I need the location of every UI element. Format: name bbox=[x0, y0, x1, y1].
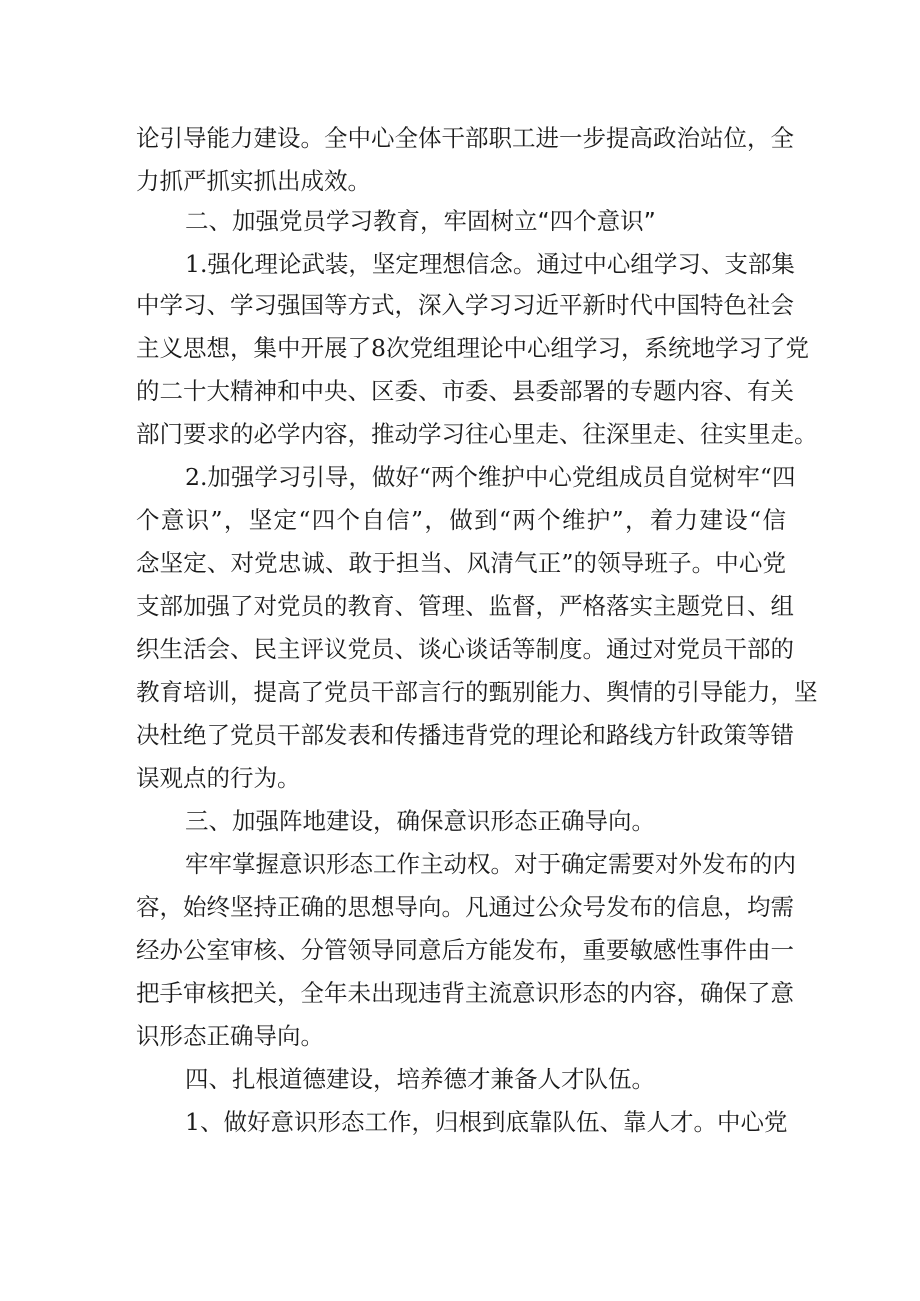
body-line: 念坚定、对党忠诚、敢于担当、风清气正”的领导班子。中心党 bbox=[136, 549, 786, 577]
body-line: 论引导能力建设。全中心全体干部职工进一步提高政治站位，全 bbox=[136, 124, 794, 152]
body-line: 容，始终坚持正确的思想导向。凡通过公众号发布的信息，均需 bbox=[136, 893, 794, 921]
body-line: 把手审核把关，全年未出现违背主流意识形态的内容，确保了意 bbox=[136, 979, 794, 1007]
body-line: 1.强化理论武装，坚定理想信念。通过中心组学习、支部集 bbox=[185, 250, 795, 278]
body-line: 织生活会、民主评议党员、谈心谈话等制度。通过对党员干部的 bbox=[136, 635, 794, 663]
body-line: 个意识”，坚定“四个自信”，做到“两个维护”，着力建设“信 bbox=[136, 506, 786, 534]
body-line: 力抓严抓实抓出成效。 bbox=[136, 167, 371, 195]
body-line: 的二十大精神和中央、区委、市委、县委部署的专题内容、有关 bbox=[136, 377, 794, 405]
body-line: 牢牢掌握意识形态工作主动权。对于确定需要对外发布的内 bbox=[185, 850, 796, 878]
section-heading: 四、扎根道德建设，培养德才兼备人才队伍。 bbox=[185, 1065, 655, 1093]
body-line: 中学习、学习强国等方式，深入学习习近平新时代中国特色社会 bbox=[136, 291, 794, 319]
body-line: 支部加强了对党员的教育、管理、监督，严格落实主题党日、组 bbox=[136, 592, 794, 620]
body-line: 部门要求的必学内容，推动学习往心里走、往深里走、往实里走。 bbox=[136, 420, 818, 448]
body-line: 误观点的行为。 bbox=[136, 764, 301, 792]
body-line: 经办公室审核、分管领导同意后方能发布，重要敏感性事件由一 bbox=[136, 936, 794, 964]
section-heading: 三、加强阵地建设，确保意识形态正确导向。 bbox=[185, 807, 655, 835]
body-line: 决杜绝了党员干部发表和传播违背党的理论和路线方针政策等错 bbox=[136, 721, 794, 749]
section-heading: 二、加强党员学习教育，牢固树立“四个意识” bbox=[185, 207, 656, 235]
body-line: 1、做好意识形态工作，归根到底靠队伍、靠人才。中心党 bbox=[185, 1108, 788, 1136]
body-line: 2.加强学习引导，做好“两个维护中心党组成员自觉树牢“四 bbox=[185, 463, 796, 491]
body-line: 识形态正确导向。 bbox=[136, 1022, 324, 1050]
body-line: 教育培训，提高了党员干部言行的甄别能力、舆情的引导能力，坚 bbox=[136, 678, 818, 706]
body-line: 主义思想，集中开展了8次党组理论中心组学习，系统地学习了党 bbox=[136, 334, 809, 362]
